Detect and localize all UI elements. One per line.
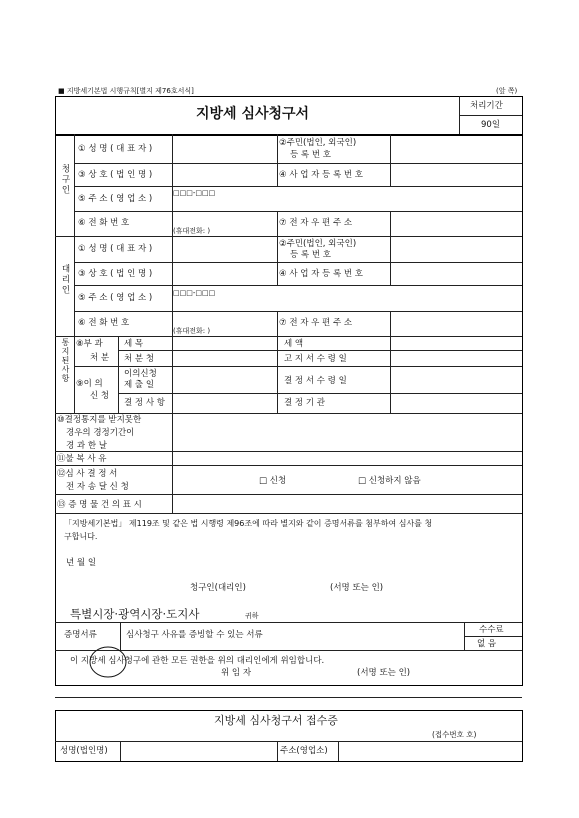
objection-label-2: 신 청 (90, 391, 110, 401)
row11-label: ⑪불 복 사 유 (57, 454, 107, 464)
decision-received-label: 결 정 서 수 령 일 (284, 376, 347, 386)
receipt-title: 지방세 심사청구서 접수증 (214, 714, 338, 727)
claimant-name-label: ① 성 명 ( 대 표 자 ) (78, 144, 153, 154)
agent-id-label-2: 등 록 번 호 (290, 250, 331, 260)
tax-item-label: 세 목 (124, 339, 144, 349)
fee-label: 수수료 (479, 625, 504, 635)
claimant-postal-boxes: □□□-□□□ (173, 189, 216, 197)
receipt-name-label: 성명(법인명) (60, 746, 108, 756)
row13-label: ⑬ 증 명 물 건 의 표 시 (57, 500, 142, 510)
row12-label-2: 전 자 송 달 신 청 (66, 482, 129, 492)
claimant-biz-label: ④ 사 업 자 등 록 번 호 (279, 170, 364, 180)
row10-label-1: ⑩결정통지를 받지못한 (57, 415, 142, 425)
delegator-sign-note: (서명 또는 인) (357, 668, 411, 678)
form-title: 지방세 심사청구서 (196, 106, 310, 122)
agent-address-label: ⑤ 주 소 ( 영 업 소 ) (78, 293, 153, 303)
processing-period-label: 처리기간 (470, 101, 503, 111)
impose-label-2: 처 분 (90, 353, 110, 363)
tax-amount-label: 세 액 (284, 339, 304, 349)
row10-label-3: 경 과 한 날 (66, 441, 107, 451)
disposal-office-label: 처 분 청 (124, 354, 155, 364)
addressee-honorific: 귀하 (245, 612, 259, 620)
objection-submit-label-2: 제 출 일 (124, 380, 155, 390)
claimant-address-label: ⑤ 주 소 ( 영 업 소 ) (78, 194, 153, 204)
receipt-number: (접수번호 호) (432, 730, 477, 739)
decision-matter-label: 결 정 사 항 (124, 398, 165, 408)
claimant-mobile: (휴대전화: ) (173, 227, 211, 235)
claimant-group-label: 청구인 (60, 164, 70, 196)
delegation-text: 이 지방세 심사청구에 관한 모든 권한을 위의 대리인에게 위임합니다. (70, 656, 325, 666)
statement-body-1: 「지방세기본법」 제119조 및 같은 법 시행령 제96조에 따라 별지와 같이 증명서류를 첨부하여 심사를 청 (64, 519, 433, 528)
receipt-address-label: 주소(영업소) (280, 746, 328, 756)
agent-group-label: 대리인 (60, 264, 70, 296)
agent-name-label: ① 성 명 ( 대 표 자 ) (78, 244, 153, 254)
form-frame (55, 96, 523, 686)
claimant-id-label: ②주민(법인, 외국인) (279, 138, 357, 148)
objection-submit-label-1: 이의신청 (124, 369, 157, 379)
e-delivery-apply-option[interactable]: □ 신청 (259, 476, 287, 486)
fee-value: 없 음 (477, 639, 497, 649)
delegator-label: 위 임 자 (221, 668, 252, 678)
notice-received-label: 고 지 서 수 령 일 (284, 354, 347, 364)
processing-period-value: 90일 (481, 120, 501, 130)
agent-biz-label: ④ 사 업 자 등 록 번 호 (279, 269, 364, 279)
form-rule-reference: ■ 지방세기본법 시행규칙[별지 제76호서식] (58, 87, 194, 95)
row12-label-1: ⑫심 사 결 정 서 (57, 469, 118, 479)
agent-mobile: (휴대전화: ) (173, 327, 211, 335)
claimant-email-label: ⑦ 전 자 우 편 주 소 (279, 218, 353, 228)
impose-label-1: ⑧부 과 (76, 339, 103, 349)
objection-label-1: ⑨이 의 (76, 379, 103, 389)
decision-agency-label: 결 정 기 관 (284, 398, 325, 408)
agent-company-label: ③ 상 호 ( 법 인 명 ) (78, 269, 153, 279)
claimant-sign-note: (서명 또는 인) (330, 583, 384, 593)
notice-group-label: 통지된사항 (61, 338, 70, 383)
stamp-circle (88, 645, 128, 679)
page-side-label: (앞 쪽) (496, 87, 518, 95)
statement-date: 년 월 일 (66, 558, 97, 568)
evidence-label: 증명서류 (64, 630, 97, 640)
statement-body-2: 구합니다. (64, 532, 98, 541)
agent-email-label: ⑦ 전 자 우 편 주 소 (279, 318, 353, 328)
row10-label-2: 경우의 경정기간이 (66, 428, 135, 438)
claimant-signer: 청구인(대리인) (190, 583, 246, 593)
evidence-content: 심사청구 사유를 증빙할 수 있는 서류 (126, 630, 263, 640)
agent-id-label: ②주민(법인, 외국인) (279, 239, 357, 249)
claimant-phone-label: ⑥ 전 화 번 호 (78, 218, 130, 228)
claimant-company-label: ③ 상 호 ( 법 인 명 ) (78, 170, 153, 180)
agent-postal-boxes: □□□-□□□ (173, 289, 216, 297)
agent-phone-label: ⑥ 전 화 번 호 (78, 318, 130, 328)
addressee: 특별시장·광역시장·도지사 (70, 607, 200, 621)
e-delivery-decline-option[interactable]: □ 신청하지 않음 (358, 476, 421, 486)
claimant-id-label-2: 등 록 번 호 (290, 150, 331, 160)
